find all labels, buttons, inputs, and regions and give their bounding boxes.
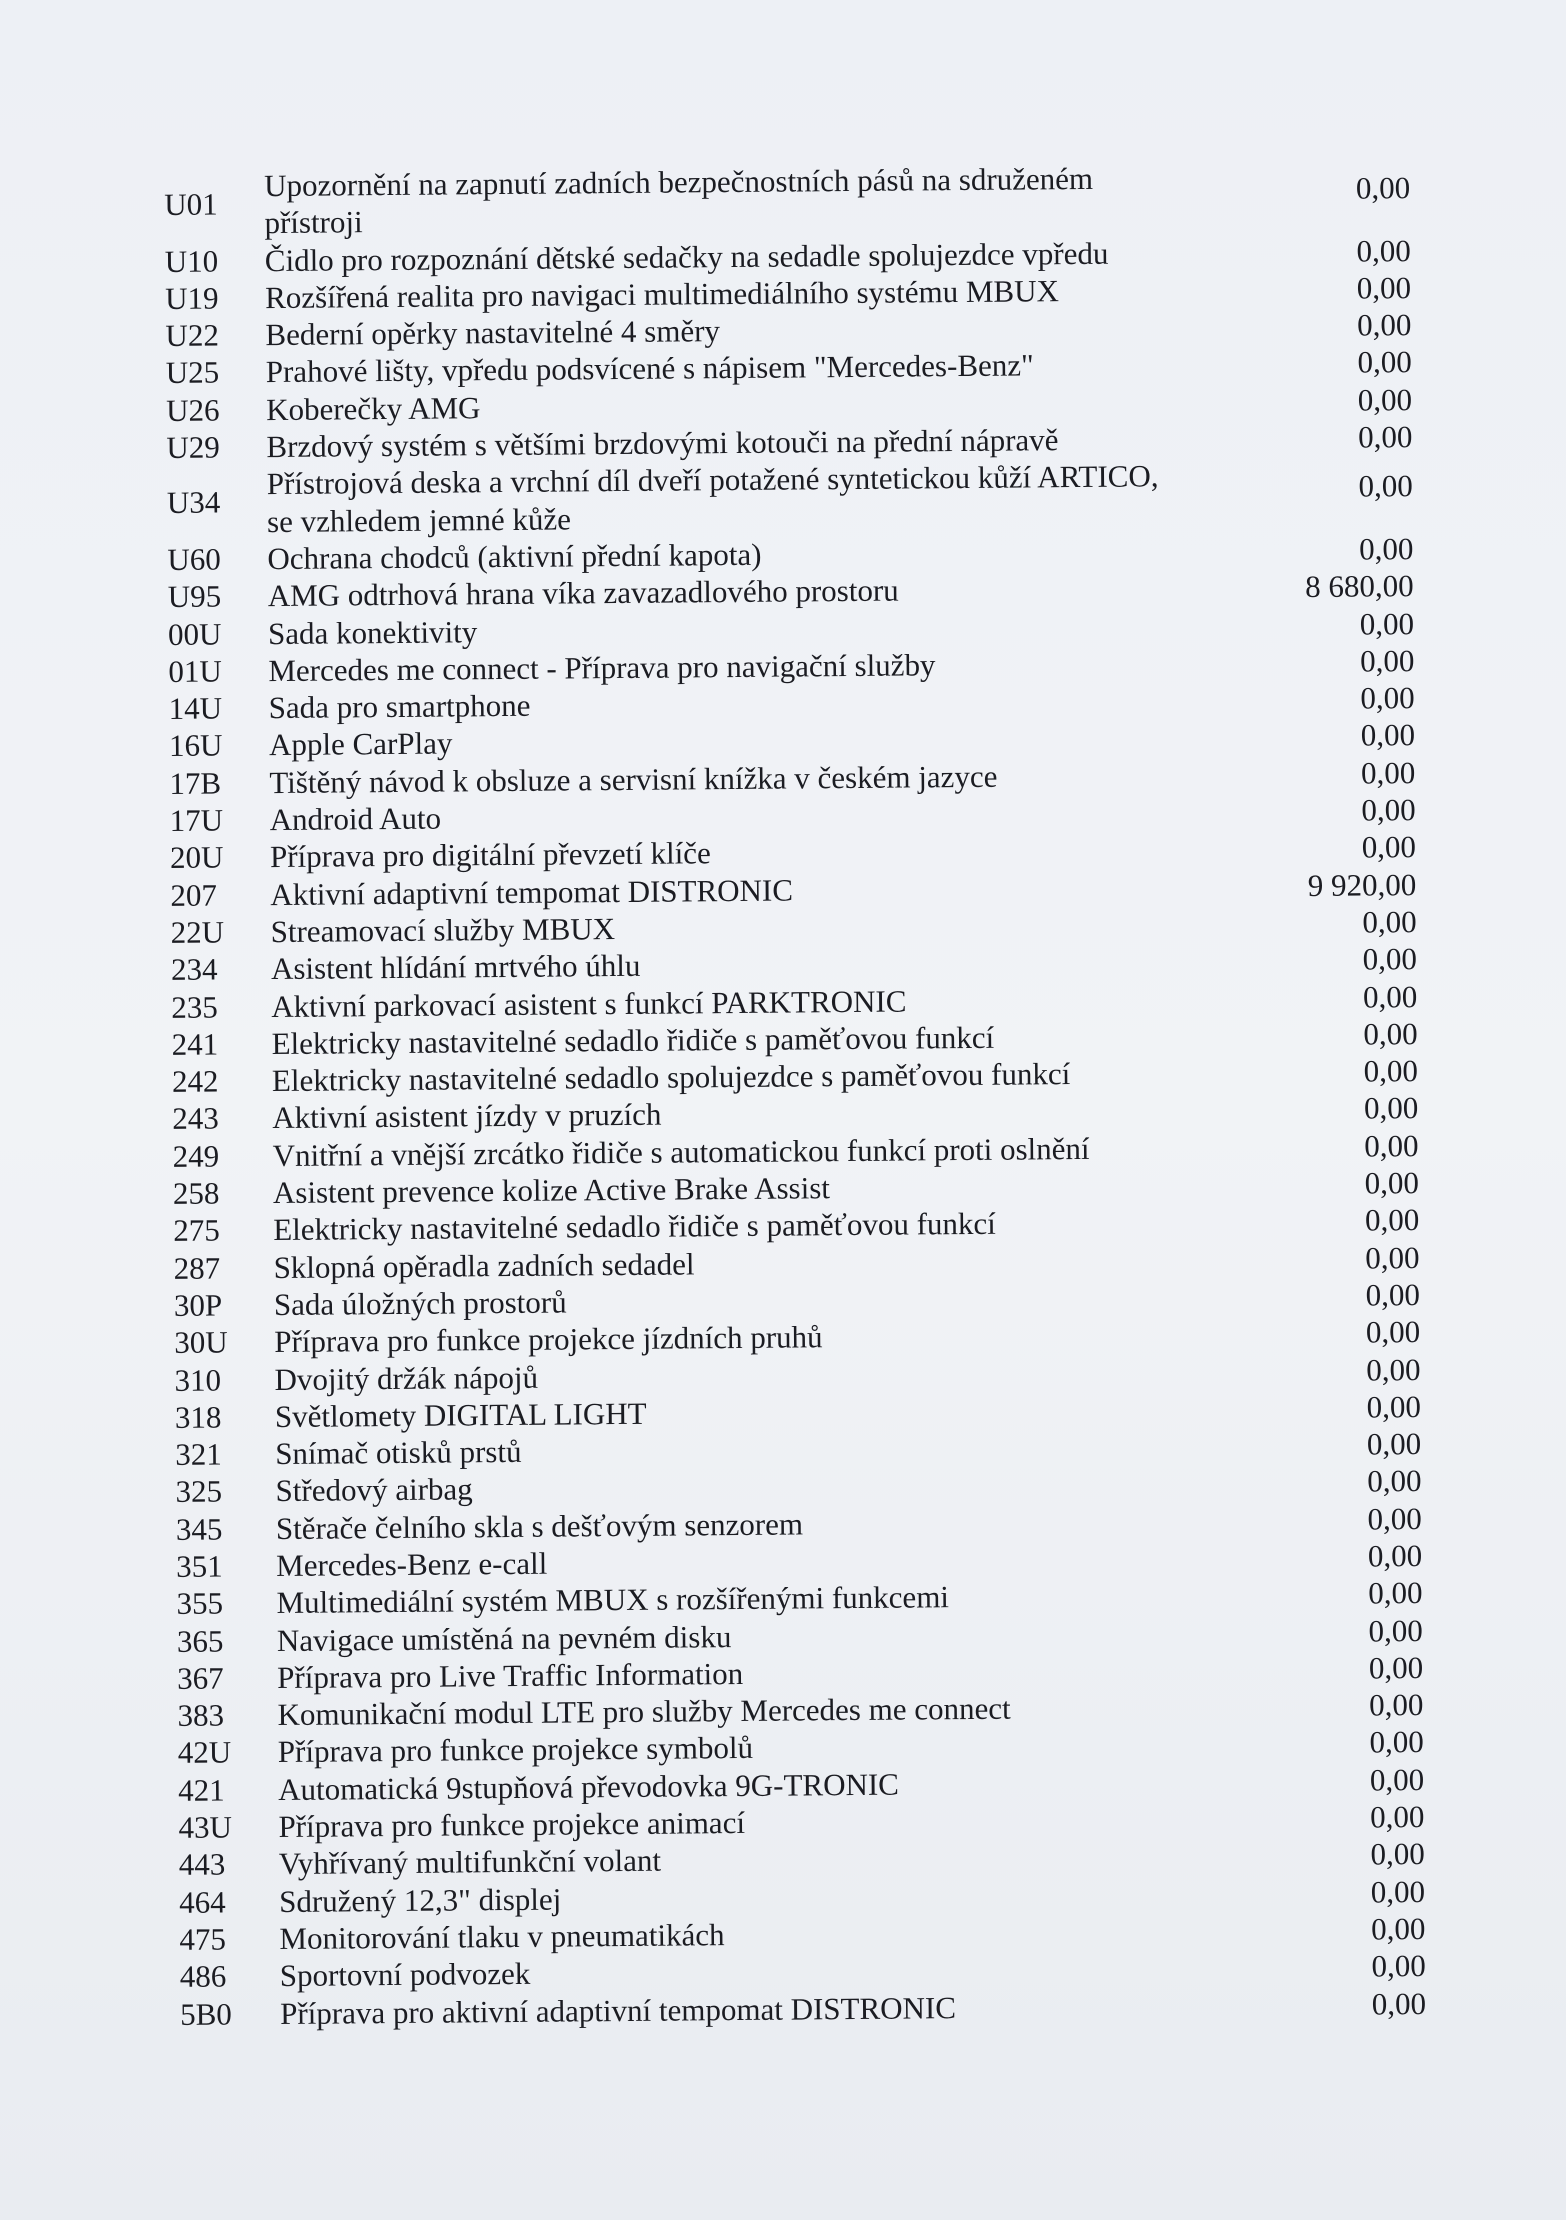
item-price: 0,00 bbox=[1366, 1426, 1422, 1462]
item-code: 367 bbox=[177, 1660, 224, 1696]
item-price: 0,00 bbox=[1357, 344, 1412, 381]
item-price: 0,00 bbox=[1363, 1053, 1419, 1089]
item-price: 0,00 bbox=[1371, 1985, 1427, 2022]
list-item bbox=[160, 157, 1411, 242]
item-code: 243 bbox=[172, 1100, 219, 1137]
item-description-line: Apple CarPlay bbox=[268, 725, 453, 763]
item-code: 345 bbox=[175, 1511, 223, 1547]
item-description-line: Mercedes me connect - Příprava pro navigační služby bbox=[268, 647, 936, 688]
item-description-line: Android Auto bbox=[269, 800, 442, 838]
item-description-line: Elektricky nastavitelné sedadlo řidiče s paměťovou funkcí bbox=[271, 1019, 995, 1061]
item-code: 17B bbox=[169, 765, 222, 801]
item-price: 0,00 bbox=[1371, 1910, 1426, 1947]
item-price: 9 920,00 bbox=[1307, 866, 1417, 903]
item-price: 0,00 bbox=[1368, 1612, 1423, 1649]
item-description-line: Sada konektivity bbox=[267, 613, 478, 651]
item-description-line: Navigace umístěná na pevném disku bbox=[276, 1618, 732, 1658]
item-price: 0,00 bbox=[1370, 1873, 1426, 1910]
item-code: 351 bbox=[176, 1548, 223, 1584]
item-price: 0,00 bbox=[1361, 829, 1417, 865]
item-code: 30U bbox=[174, 1324, 228, 1361]
item-description-line: Vyhřívaný multifunkční volant bbox=[278, 1843, 662, 1882]
item-description-line: Upozornění na zapnutí zadních bezpečnostních pásů na sdruženém bbox=[264, 160, 1094, 204]
item-description-line: Sklopná opěradla zadních sedadel bbox=[273, 1245, 695, 1285]
item-description-line: Příprava pro funkce projekce jízdních pruhů bbox=[274, 1319, 823, 1360]
item-price: 0,00 bbox=[1370, 1799, 1425, 1835]
item-price: 0,00 bbox=[1365, 1276, 1421, 1313]
item-description-line: Bederní opěrky nastavitelné 4 směry bbox=[265, 313, 721, 353]
item-price: 0,00 bbox=[1363, 1015, 1418, 1052]
item-code: 234 bbox=[170, 951, 218, 988]
item-code: 383 bbox=[177, 1697, 225, 1734]
item-code: U34 bbox=[166, 484, 221, 521]
item-description-line: Dvojitý držák nápojů bbox=[274, 1359, 539, 1397]
item-code: 207 bbox=[170, 877, 217, 913]
item-price: 0,00 bbox=[1356, 269, 1412, 306]
item-description-line: Sada pro smartphone bbox=[268, 687, 531, 726]
item-price: 0,00 bbox=[1357, 307, 1412, 343]
item-code: 325 bbox=[175, 1473, 223, 1510]
item-price: 0,00 bbox=[1369, 1724, 1424, 1760]
item-code: U26 bbox=[165, 392, 220, 428]
item-description-line: Prahové lišty, vpředu podsvícené s nápisem "Mercedes-Benz" bbox=[265, 347, 1034, 390]
item-code: 241 bbox=[171, 1026, 219, 1062]
item-price: 0,00 bbox=[1365, 1314, 1421, 1350]
item-code: U60 bbox=[167, 541, 221, 577]
item-code: U22 bbox=[165, 317, 220, 354]
item-code: 486 bbox=[179, 1958, 227, 1995]
item-code: 443 bbox=[178, 1846, 226, 1883]
item-description-line: Streamovací služby MBUX bbox=[270, 910, 616, 950]
item-price: 0,00 bbox=[1365, 1239, 1420, 1276]
item-description-line: Příprava pro funkce projekce symbolů bbox=[277, 1730, 754, 1770]
item-code: 00U bbox=[167, 616, 222, 652]
item-code: 321 bbox=[175, 1436, 222, 1473]
item-price: 0,00 bbox=[1355, 170, 1411, 206]
item-description-line: Aktivní asistent jízdy v pruzích bbox=[272, 1097, 662, 1136]
item-description-line: Monitorování tlaku v pneumatikách bbox=[279, 1917, 725, 1956]
item-price: 0,00 bbox=[1371, 1948, 1426, 1984]
item-price: 0,00 bbox=[1359, 642, 1415, 679]
item-description-line: Automatická 9stupňová převodovka 9G-TRONIC bbox=[278, 1766, 900, 1807]
item-code: U01 bbox=[164, 186, 218, 222]
item-description-line: Světlomety DIGITAL LIGHT bbox=[274, 1395, 647, 1434]
equipment-list bbox=[160, 157, 1426, 2033]
item-code: 242 bbox=[171, 1063, 219, 1100]
item-description-line: Stěrače čelního skla s dešťovým senzorem bbox=[275, 1506, 804, 1546]
item-code: 14U bbox=[168, 690, 223, 727]
item-code: 421 bbox=[178, 1772, 225, 1808]
item-price: 0,00 bbox=[1369, 1761, 1425, 1798]
item-price: 0,00 bbox=[1358, 468, 1413, 504]
item-price: 0,00 bbox=[1369, 1687, 1424, 1723]
item-code: 355 bbox=[176, 1585, 224, 1622]
item-code: 30P bbox=[173, 1287, 223, 1323]
item-description-line: Aktivní parkovací asistent s funkcí PARKTRONIC bbox=[271, 983, 907, 1024]
item-price: 0,00 bbox=[1367, 1463, 1422, 1499]
item-code: 365 bbox=[176, 1623, 224, 1659]
item-price: 8 680,00 bbox=[1305, 568, 1414, 605]
item-description-line: Přístrojová deska a vrchní díl dveří potažené syntetickou kůží ARTICO, bbox=[266, 458, 1159, 502]
item-price: 0,00 bbox=[1360, 754, 1416, 791]
item-description-line: Multimediální systém MBUX s rozšířenými funkcemi bbox=[276, 1579, 950, 1621]
item-description-line: Vnitřní a vnější zrcátko řidiče s automatickou funkcí proti oslnění bbox=[272, 1130, 1090, 1173]
item-price: 0,00 bbox=[1364, 1127, 1419, 1164]
list-item bbox=[163, 455, 1414, 540]
item-price: 0,00 bbox=[1364, 1202, 1420, 1238]
item-description-line: přístroji bbox=[264, 204, 363, 241]
item-description-line: Brzdový systém s většími brzdovými kotouči na přední nápravě bbox=[266, 422, 1059, 465]
item-description-line: se vzhledem jemné kůže bbox=[266, 501, 572, 539]
item-code: 42U bbox=[177, 1734, 232, 1771]
item-code: U10 bbox=[164, 243, 219, 279]
item-description-line: Tištěný návod k obsluze a servisní knížka v českém jazyce bbox=[269, 758, 998, 800]
item-code: 287 bbox=[173, 1250, 221, 1286]
item-price: 0,00 bbox=[1360, 717, 1416, 753]
item-description-line: Rozšířená realita pro navigaci multimediálního systému MBUX bbox=[264, 273, 1060, 315]
item-code: 275 bbox=[173, 1212, 220, 1249]
item-code: U29 bbox=[166, 429, 220, 466]
item-price: 0,00 bbox=[1370, 1836, 1425, 1872]
item-code: U19 bbox=[164, 280, 219, 316]
item-description bbox=[267, 457, 1268, 540]
item-price: 0,00 bbox=[1362, 941, 1418, 977]
item-description-line: Příprava pro aktivní adaptivní tempomat DISTRONIC bbox=[279, 1989, 957, 2031]
item-price: 0,00 bbox=[1367, 1500, 1422, 1537]
item-code: 17U bbox=[169, 802, 224, 838]
item-code: 258 bbox=[172, 1175, 220, 1211]
item-price: 0,00 bbox=[1357, 381, 1413, 418]
item-price: 0,00 bbox=[1359, 605, 1415, 642]
item-description-line: Sdružený 12,3" displej bbox=[278, 1881, 562, 1919]
item-description-line: Mercedes-Benz e-call bbox=[276, 1545, 548, 1584]
item-description-line: Středový airbag bbox=[275, 1471, 473, 1509]
item-description-line: Komunikační modul LTE pro služby Mercedes me connect bbox=[277, 1690, 1011, 1733]
item-description-line: Snímač otisků prstů bbox=[275, 1433, 522, 1472]
item-description-line: Elektricky nastavitelné sedadlo řidiče s paměťovou funkcí bbox=[273, 1206, 996, 1248]
item-price: 0,00 bbox=[1368, 1649, 1424, 1686]
item-code: 464 bbox=[178, 1884, 226, 1920]
item-description-line: Asistent hlídání mrtvého úhlu bbox=[270, 948, 641, 987]
item-price: 0,00 bbox=[1360, 680, 1415, 716]
item-code: 22U bbox=[170, 914, 225, 950]
item-price: 0,00 bbox=[1366, 1388, 1422, 1425]
item-price: 0,00 bbox=[1357, 419, 1413, 455]
item-description bbox=[264, 158, 1265, 241]
item-price: 0,00 bbox=[1361, 792, 1416, 828]
item-price: 0,00 bbox=[1358, 531, 1414, 567]
item-description-line: Elektricky nastavitelné sedadlo spolujezdce s paměťovou funkcí bbox=[271, 1056, 1071, 1099]
item-code: 16U bbox=[168, 727, 223, 764]
item-price: 0,00 bbox=[1363, 1090, 1419, 1126]
item-price: 0,00 bbox=[1368, 1575, 1423, 1611]
item-code: 318 bbox=[174, 1399, 222, 1435]
item-description-line: Příprava pro digitální převzetí klíče bbox=[269, 835, 711, 875]
item-description-line: AMG odtrhová hrana víka zavazadlového prostoru bbox=[267, 572, 899, 614]
item-code: 01U bbox=[168, 653, 222, 689]
item-code: 475 bbox=[179, 1921, 227, 1957]
item-code: U25 bbox=[165, 354, 220, 391]
item-price: 0,00 bbox=[1364, 1165, 1420, 1201]
item-code: 43U bbox=[178, 1809, 233, 1845]
item-description-line: Sada úložných prostorů bbox=[273, 1284, 567, 1322]
item-code: 249 bbox=[172, 1138, 220, 1174]
item-code: 20U bbox=[169, 839, 224, 876]
item-description-line: Aktivní adaptivní tempomat DISTRONIC bbox=[270, 872, 794, 912]
item-price: 0,00 bbox=[1366, 1351, 1421, 1388]
item-price: 0,00 bbox=[1356, 232, 1411, 269]
item-description-line: Příprava pro funkce projekce animací bbox=[278, 1805, 746, 1845]
item-code: U95 bbox=[167, 578, 222, 615]
item-description-line: Příprava pro Live Traffic Information bbox=[277, 1655, 744, 1695]
item-description-line: Sportovní podvozek bbox=[279, 1956, 531, 1994]
item-description-line: Asistent prevence kolize Active Brake Assist bbox=[272, 1170, 831, 1211]
item-description-line: Koberečky AMG bbox=[265, 389, 481, 427]
item-description-line: Čidlo pro rozpoznání dětské sedačky na sedadle spolujezdce vpředu bbox=[264, 235, 1109, 278]
item-code: 5B0 bbox=[179, 1995, 232, 2032]
item-price: 0,00 bbox=[1362, 904, 1417, 940]
item-description-line: Ochrana chodců (aktivní přední kapota) bbox=[267, 536, 762, 577]
item-description bbox=[280, 1986, 1280, 2032]
item-code: 235 bbox=[171, 989, 218, 1025]
item-code: 310 bbox=[174, 1362, 222, 1398]
item-price: 0,00 bbox=[1367, 1538, 1423, 1574]
item-price: 0,00 bbox=[1362, 978, 1418, 1015]
